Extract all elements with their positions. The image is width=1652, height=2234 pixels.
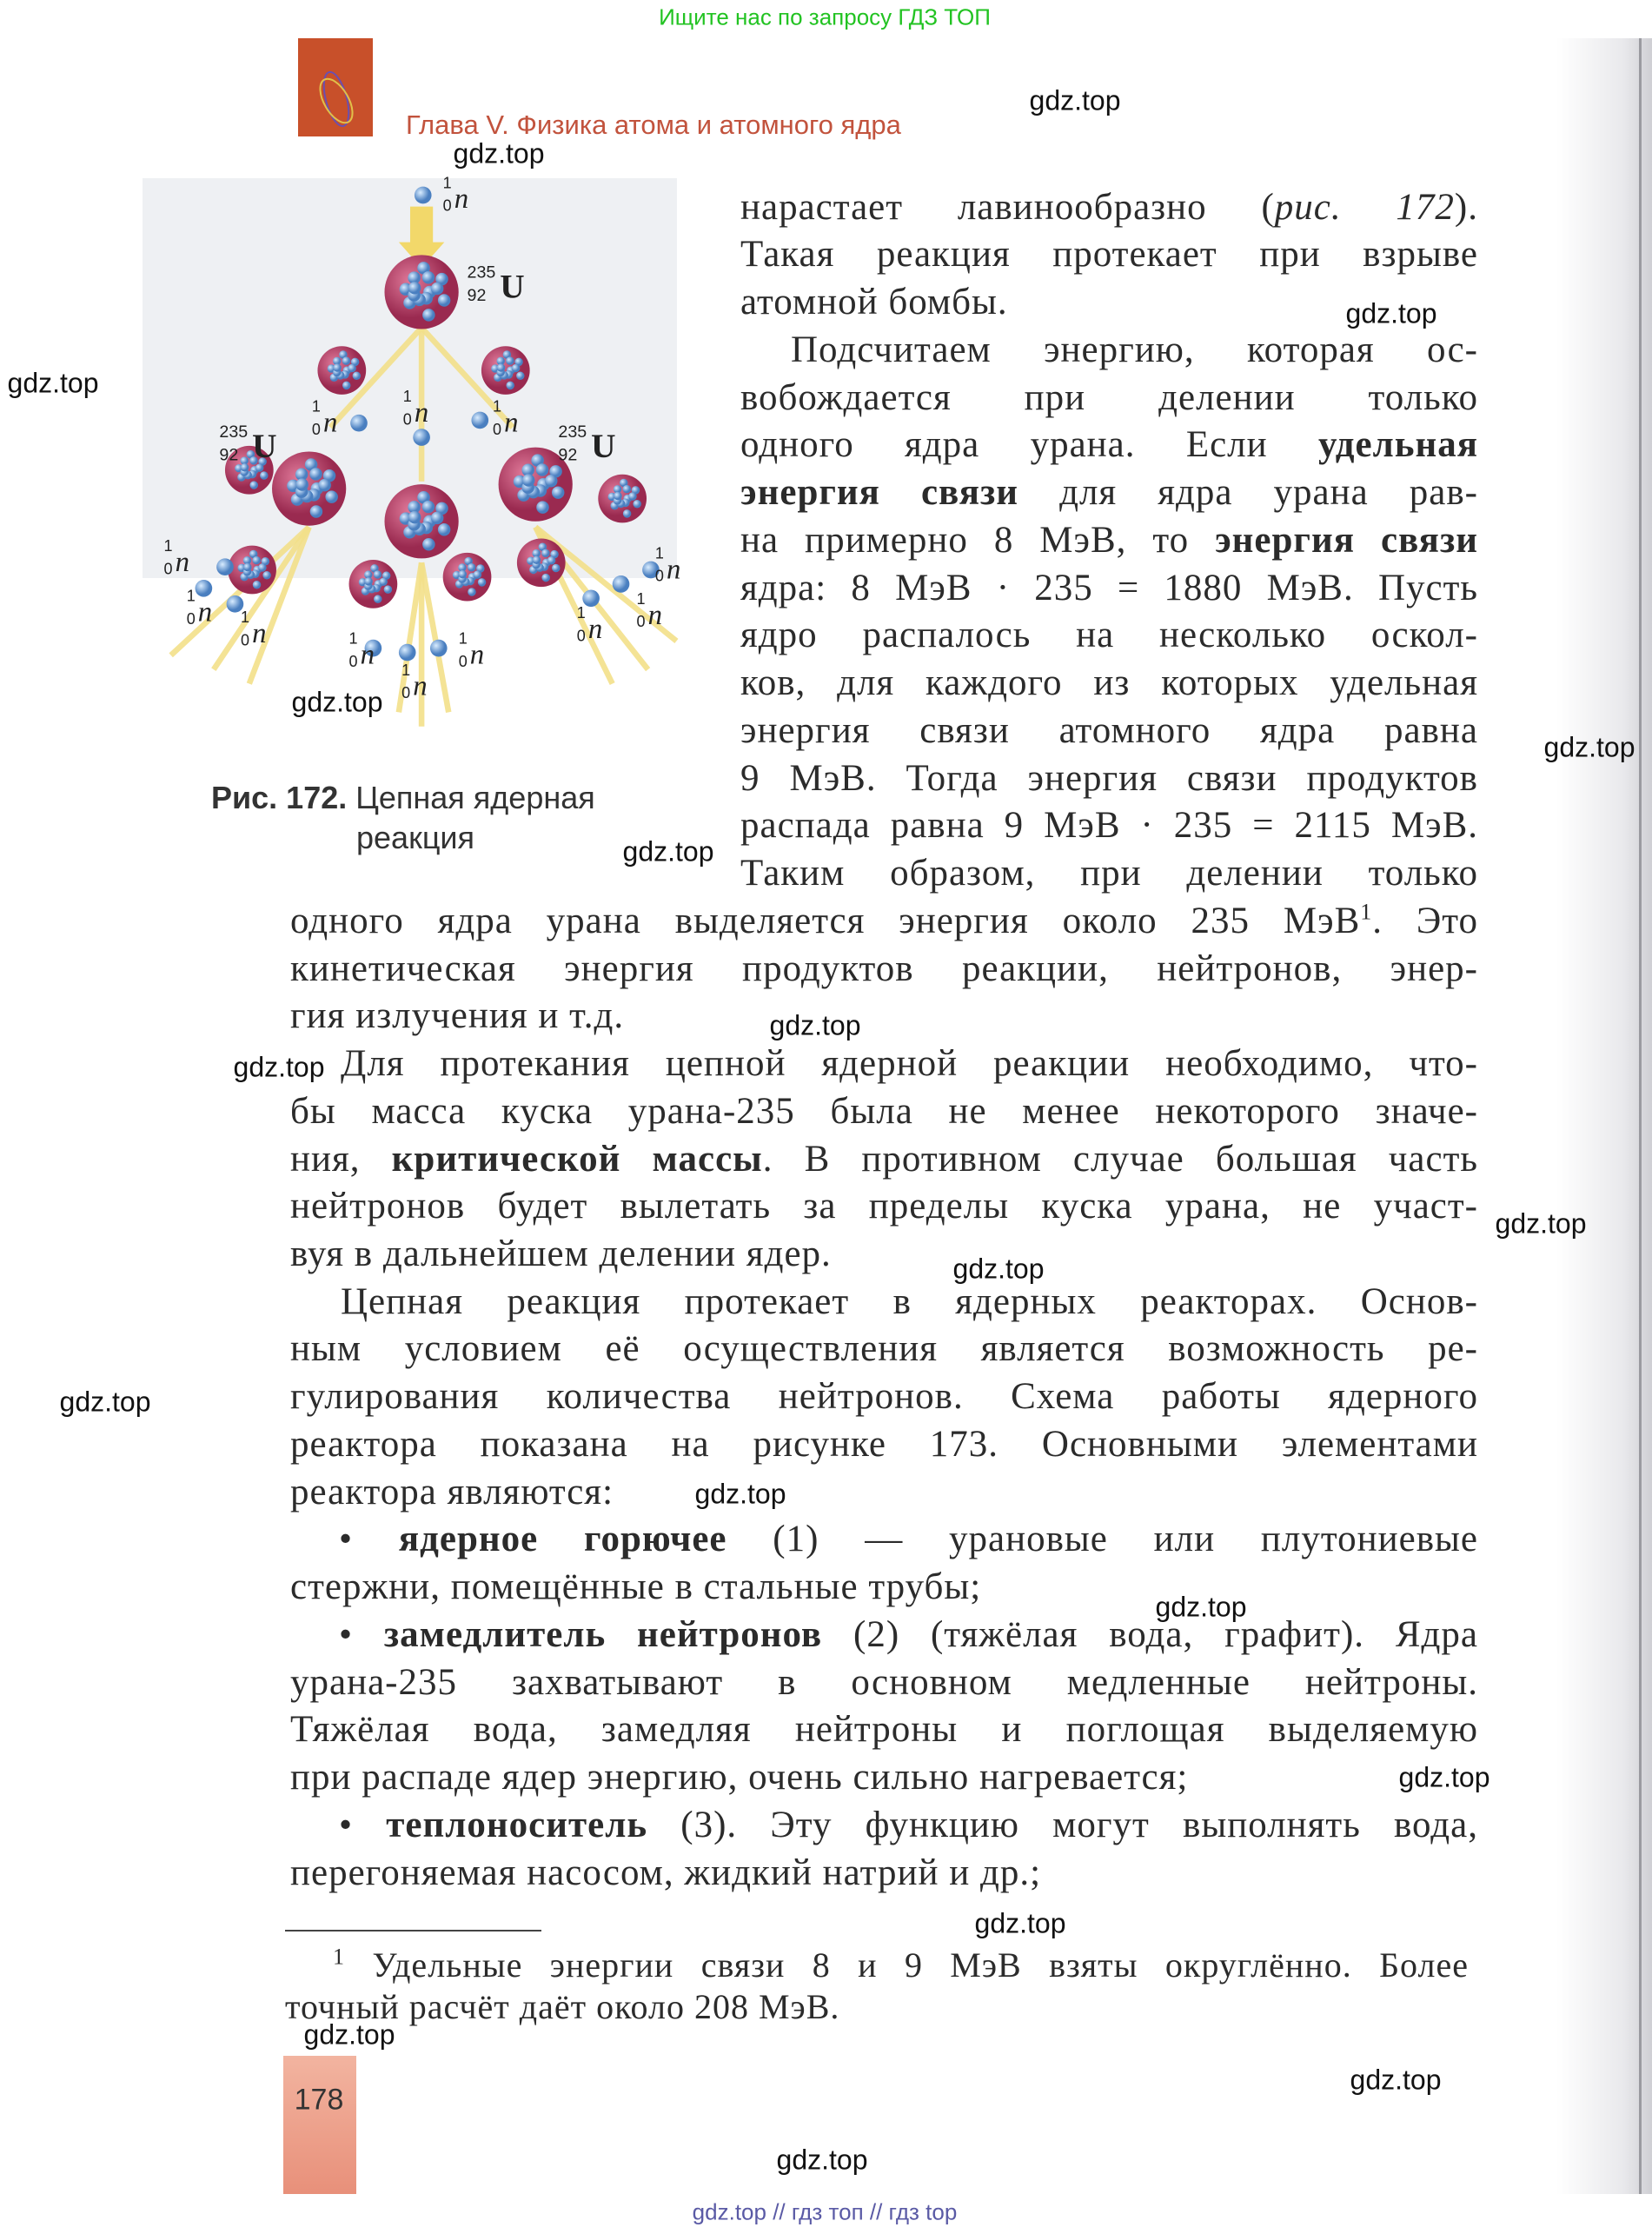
- page-number: 178: [294, 2083, 344, 2117]
- neutron-label-charge: 0: [654, 567, 664, 585]
- bold-term: энергия связи: [740, 472, 1019, 513]
- neutron-label-mass: 1: [240, 608, 250, 627]
- nucleon: [545, 475, 557, 487]
- uranium-label-symbol: U: [500, 267, 525, 306]
- nucleon: [422, 501, 435, 513]
- text-segment: Тяжёлая вода, замедляя нейтроны и поглощая выделяемую: [290, 1709, 1478, 1750]
- caption-label: Рис. 172.: [211, 780, 348, 815]
- nucleon: [541, 574, 549, 582]
- text-line: [290, 1563, 1478, 1611]
- text-line: [740, 849, 1478, 897]
- text-segment: Подсчитаем энергию, которая ос-: [791, 329, 1478, 370]
- text-segment: •: [339, 1805, 387, 1845]
- bold-term: энергия связи: [1215, 520, 1478, 561]
- neutron-label-mass: 1: [163, 537, 173, 555]
- neutron-label-mass: 1: [311, 397, 321, 416]
- watermark: gdz.top: [952, 1253, 1045, 1285]
- neutron-label-charge: 0: [442, 196, 452, 215]
- neutron-label-charge: 0: [576, 627, 586, 645]
- neutron-label-mass: 1: [493, 397, 502, 416]
- text-segment: распада равна 9 МэВ · 235 = 2115 МэВ.: [740, 805, 1478, 846]
- neutron-label-charge: 0: [163, 560, 173, 578]
- watermark: gdz.top: [1029, 84, 1121, 116]
- neutron: [415, 187, 432, 204]
- neutron-label-mass: 1: [442, 174, 452, 192]
- nucleon: [633, 500, 640, 508]
- neutron: [196, 580, 213, 597]
- text-segment: ядра: 8 МэВ · 235 = 1880 МэВ. Пусть: [740, 568, 1478, 608]
- text-segment: стержни, помещённые в стальные трубы;: [290, 1566, 982, 1607]
- neutron: [471, 412, 488, 429]
- bottom-banner[interactable]: gdz.top // гдз топ // гдз top: [692, 2198, 958, 2225]
- page-number-tab: [283, 2056, 356, 2194]
- nucleon: [522, 474, 534, 486]
- nucleon: [506, 382, 514, 389]
- neutron-label-mass: 1: [576, 604, 586, 622]
- nucleon: [431, 283, 443, 295]
- text-line: [290, 1230, 1478, 1278]
- neutron-label-mass: 1: [458, 629, 468, 648]
- text-line: [740, 659, 1478, 707]
- text-segment: урана-235 захватывают в основном медленные нейтроны.: [290, 1662, 1478, 1703]
- neutron-label-symbol: n: [175, 547, 189, 579]
- text-line: [791, 326, 1478, 374]
- neutron: [216, 558, 234, 575]
- neutron-label-charge: 0: [186, 609, 196, 628]
- nucleon: [478, 578, 486, 586]
- neutron: [613, 575, 630, 593]
- text-line: [290, 1087, 1478, 1135]
- neutron-label-mass: 1: [348, 629, 358, 648]
- watermark: gdz.top: [769, 1009, 861, 1041]
- bold-term: теплоноситель: [386, 1805, 648, 1845]
- text-segment: для ядра урана рав-: [1018, 472, 1478, 513]
- nucleon: [243, 563, 251, 571]
- uranium-label-mass: 235: [467, 263, 496, 283]
- nucleon: [468, 588, 475, 595]
- neutron-label-mass: 1: [186, 587, 196, 605]
- nucleon: [342, 356, 350, 364]
- text-line: [290, 897, 1478, 945]
- text-line: [740, 755, 1478, 802]
- text-segment: гия излучения и т.д.: [290, 995, 625, 1036]
- nucleon: [422, 538, 435, 550]
- text-line: [740, 564, 1478, 612]
- caption-text-2: реакция: [356, 820, 475, 855]
- nucleon: [318, 479, 330, 491]
- bold-term: критической массы: [391, 1139, 763, 1180]
- text-line: [290, 1705, 1478, 1753]
- text-segment: Для протекания цепной ядерной реакции необходимо, что-: [341, 1043, 1478, 1084]
- text-segment: ным условием её осуществления является возможность ре-: [290, 1328, 1478, 1369]
- nucleon: [364, 577, 372, 585]
- neutron-label-symbol: n: [323, 407, 338, 439]
- text-segment: •: [339, 1614, 384, 1655]
- text-line: [290, 1659, 1478, 1706]
- text-line: [740, 469, 1478, 516]
- text-segment: рис. 172: [1274, 187, 1455, 228]
- nucleon: [623, 509, 631, 517]
- chapter-title: Глава V. Физика атома и атомного ядра: [406, 110, 901, 140]
- uranium-label-mass: 235: [558, 422, 587, 442]
- text-segment: при распаде ядер энергию, очень сильно нагревается;: [290, 1757, 1189, 1798]
- text-segment: перегоняемая насосом, жидкий натрий и др.;: [290, 1852, 1042, 1893]
- nucleon: [438, 294, 450, 306]
- nucleon: [552, 564, 560, 572]
- text-segment: (3). Эту функцию могут выполнять вода,: [647, 1805, 1478, 1845]
- nucleon: [374, 570, 381, 578]
- text-segment: кинетическая энергия продуктов реакции, нейтронов, энер-: [290, 948, 1478, 989]
- text-line: [740, 611, 1478, 659]
- text-line: [341, 1040, 1478, 1087]
- neutron-label-mass: 1: [401, 661, 411, 679]
- top-banner[interactable]: Ищите нас по запросу ГДЗ ТОП: [659, 3, 991, 30]
- footnote-line: [333, 1941, 1469, 1989]
- text-segment: ядро распалось на несколько оскол-: [740, 615, 1478, 655]
- nucleon: [468, 563, 475, 571]
- caption-text: Цепная ядерная: [355, 780, 595, 815]
- neutron-label-symbol: n: [252, 618, 267, 650]
- neutron: [350, 415, 368, 432]
- neutron: [399, 644, 416, 662]
- nucleon: [547, 556, 555, 564]
- watermark: gdz.top: [974, 1907, 1066, 1939]
- nucleon: [438, 523, 450, 535]
- text-segment: . Это: [1372, 901, 1478, 941]
- text-segment: •: [339, 1519, 399, 1559]
- text-line: [740, 516, 1478, 564]
- text-segment: ков, для каждого из которых удельная: [740, 662, 1478, 703]
- footnote-segment: Удельные энергии связи 8 и 9 МэВ взяты округлённо. Более: [345, 1945, 1469, 1985]
- neutron-label-charge: 0: [401, 683, 411, 701]
- text-line: [290, 1468, 1478, 1516]
- text-segment: (1) — урановые или плутониевые: [726, 1519, 1478, 1559]
- nucleon: [333, 363, 341, 371]
- text-line: [290, 1325, 1478, 1373]
- text-segment: Цепная реакция протекает в ядерных реакторах. Основ-: [341, 1281, 1478, 1322]
- text-segment: ).: [1454, 187, 1478, 228]
- neutron-label-charge: 0: [493, 420, 502, 438]
- text-line: [339, 1611, 1478, 1659]
- neutron-label-charge: 0: [348, 652, 358, 670]
- neutron-label-symbol: n: [666, 554, 681, 586]
- text-line: [740, 230, 1478, 278]
- text-segment: 9 МэВ. Тогда энергия связи продуктов: [740, 758, 1478, 799]
- figure-caption: [211, 778, 595, 858]
- nucleon: [310, 505, 322, 517]
- text-segment: одного ядра урана выделяется энергия около 235 МэВ: [290, 901, 1361, 941]
- neutron-label-symbol: n: [360, 639, 375, 671]
- watermark: gdz.top: [303, 2018, 395, 2051]
- text-segment: ния,: [290, 1139, 392, 1180]
- watermark: gdz.top: [1350, 2064, 1442, 2096]
- nucleon: [512, 364, 520, 372]
- text-line: [290, 1420, 1478, 1468]
- uranium-label-charge: 92: [467, 285, 487, 305]
- neutron-label-symbol: n: [454, 183, 469, 216]
- text-line: [290, 1373, 1478, 1420]
- neutron-label-charge: 0: [636, 613, 646, 631]
- nucleon: [384, 585, 392, 593]
- bold-term: удельная: [1317, 424, 1478, 465]
- nucleon: [379, 578, 387, 586]
- footnote-line: [285, 1983, 1469, 2031]
- watermark: gdz.top: [59, 1386, 151, 1418]
- nucleon: [309, 468, 322, 480]
- nucleon: [628, 492, 636, 500]
- watermark: gdz.top: [1398, 1761, 1490, 1793]
- text-segment: бы масса куска урана-235 была не менее некоторого значе-: [290, 1091, 1478, 1132]
- neutron-label-symbol: n: [587, 614, 603, 646]
- text-line: [341, 1278, 1478, 1326]
- text-segment: на примерно 8 МэВ, то: [740, 520, 1216, 561]
- nucleon: [459, 570, 467, 578]
- nucleon: [506, 356, 514, 364]
- watermark: gdz.top: [453, 137, 545, 170]
- nucleon: [497, 363, 505, 371]
- nucleon: [623, 485, 631, 493]
- nucleon: [342, 382, 350, 389]
- neutron-label-charge: 0: [311, 420, 321, 438]
- text-line: [740, 707, 1478, 755]
- footnote-ref: 1: [1360, 899, 1373, 925]
- text-line: [339, 1515, 1478, 1563]
- uranium-label-symbol: U: [591, 427, 616, 466]
- watermark: gdz.top: [776, 2144, 868, 2176]
- neutron-label-symbol: n: [413, 670, 428, 702]
- nucleon: [295, 478, 308, 490]
- nucleon: [408, 511, 421, 523]
- nucleon: [258, 563, 266, 571]
- nucleon: [253, 581, 261, 588]
- neutron-label-symbol: n: [469, 639, 485, 671]
- nucleon: [260, 471, 268, 479]
- text-segment: реактора показана на рисунке 173. Основными элементами: [290, 1424, 1478, 1465]
- uranium-label-charge: 92: [219, 445, 239, 465]
- text-segment: вуя в дальнейшем делении ядер.: [290, 1233, 832, 1274]
- neutron-label-charge: 0: [402, 410, 412, 429]
- watermark: gdz.top: [1495, 1207, 1587, 1240]
- watermark: gdz.top: [694, 1478, 786, 1510]
- neutron-label-symbol: n: [647, 599, 663, 631]
- neutron: [430, 640, 448, 657]
- text-segment: (2) (тяжёлая вода, графит). Ядра: [822, 1614, 1478, 1655]
- neutron-label-symbol: n: [197, 596, 213, 628]
- nucleon: [353, 372, 361, 380]
- text-line: [740, 183, 1478, 231]
- nucleon: [408, 282, 421, 294]
- nucleon: [536, 463, 548, 475]
- text-line: [740, 421, 1478, 469]
- neutron-label-symbol: n: [504, 407, 519, 439]
- neutron-label-mass: 1: [636, 589, 646, 608]
- uranium-label-charge: 92: [558, 445, 578, 465]
- bold-term: ядерное горючее: [398, 1519, 727, 1559]
- nucleon: [422, 309, 435, 321]
- footnote-divider: [285, 1930, 541, 1931]
- text-line: [339, 1801, 1478, 1849]
- watermark: gdz.top: [1155, 1591, 1247, 1623]
- nucleon: [241, 463, 249, 471]
- neutron-label-charge: 0: [458, 652, 468, 670]
- text-line: [290, 1135, 1478, 1183]
- neutron-label-charge: 0: [240, 631, 250, 649]
- neutron-label-mass: 1: [654, 544, 664, 562]
- nucleon: [614, 492, 621, 500]
- nucleon: [325, 490, 337, 502]
- text-segment: вобождается при делении только: [740, 377, 1478, 418]
- text-line: [290, 1182, 1478, 1230]
- text-segment: атомной бомбы.: [740, 282, 1008, 322]
- text-line: [290, 1753, 1478, 1801]
- footnote-segment: точный расчёт даёт около 208 МэВ.: [285, 1987, 840, 2026]
- nucleon: [374, 595, 381, 602]
- text-segment: нейтронов будет вылетать за пределы куска урана, не участ-: [290, 1186, 1478, 1227]
- neutron: [413, 429, 430, 446]
- text-segment: одного ядра урана. Если: [740, 424, 1318, 465]
- nucleon: [249, 481, 257, 489]
- text-line: [290, 1849, 1478, 1897]
- nucleon: [431, 512, 443, 524]
- text-segment: Таким образом, при делении только: [740, 853, 1478, 894]
- nucleon: [533, 556, 541, 564]
- text-segment: энергия связи атомного ядра равна: [740, 710, 1478, 751]
- nucleon: [252, 556, 260, 564]
- text-line: [740, 801, 1478, 849]
- nucleon: [536, 501, 548, 513]
- bold-term: замедлитель нейтронов: [383, 1614, 823, 1655]
- nucleon: [262, 571, 270, 579]
- text-segment: нарастает лавинообразно (: [740, 187, 1275, 228]
- neutron-label-mass: 1: [402, 388, 412, 406]
- text-line: [740, 374, 1478, 422]
- uranium-label-mass: 235: [219, 422, 249, 442]
- watermark: gdz.top: [622, 835, 714, 868]
- text-segment: Такая реакция протекает при взрыве: [740, 234, 1478, 275]
- text-line: [290, 945, 1478, 993]
- watermark: gdz.top: [1543, 731, 1635, 763]
- text-segment: гулирования количества нейтронов. Схема работы ядерного: [290, 1376, 1478, 1417]
- neutron-label-symbol: n: [414, 397, 429, 429]
- text-segment: . В противном случае большая часть: [762, 1139, 1478, 1180]
- uranium-label-symbol: U: [252, 427, 277, 466]
- nucleon: [552, 486, 564, 498]
- nucleon: [422, 271, 435, 283]
- footnote-segment: 1: [333, 1944, 345, 1970]
- nucleon: [474, 570, 481, 578]
- nucleon: [541, 549, 549, 557]
- nucleon: [348, 364, 355, 372]
- watermark: gdz.top: [291, 686, 383, 718]
- watermark: gdz.top: [233, 1051, 325, 1083]
- watermark: gdz.top: [7, 367, 99, 399]
- text-line: [290, 992, 1478, 1040]
- nucleon: [516, 372, 524, 380]
- text-segment: реактора являются:: [290, 1472, 614, 1513]
- watermark: gdz.top: [1345, 297, 1437, 329]
